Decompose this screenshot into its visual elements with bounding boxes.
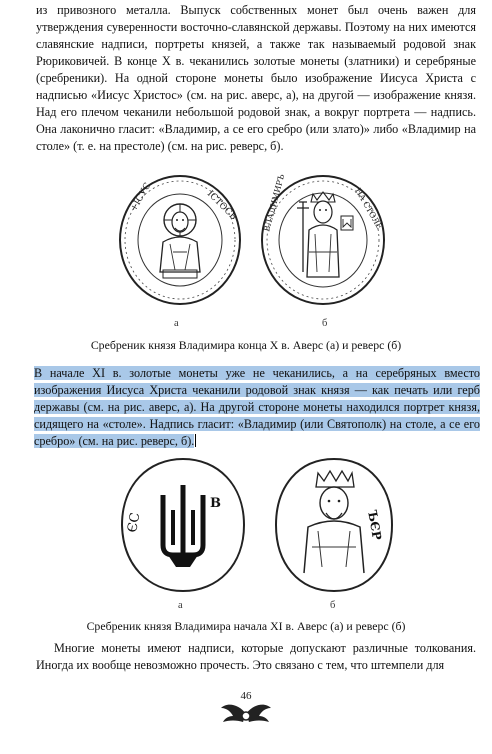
figure1-label-a: а xyxy=(174,318,179,329)
selection-highlight[interactable]: В начале XI в. золотые монеты уже не чеканились, а на серебряных вместо изображения Иисуса Христа чеканили родовой знак князя — как печать или герб державы (см. на рис. аверс, а). На другой стороне монеты находился портрет князя, сидящего на «столе». Надпись гласит: «Владимир (или Святополк) на столе, а се его сребро» (см. на рис. реверс, б). xyxy=(34,366,480,448)
figure2-caption: Сребреник князя Владимира начала XI в. Аверс (а) и реверс (б) xyxy=(86,619,406,633)
figure2-label-a: а xyxy=(178,600,183,611)
page-number: 46 xyxy=(240,690,252,702)
svg-text:В: В xyxy=(210,496,221,511)
coin-obverse-family-sign xyxy=(118,455,248,595)
svg-text:ЄС: ЄС xyxy=(125,511,144,534)
body-paragraph-3: Многие монеты имеют надписи, которые допускают различные толкования. Иногда их вообще невозможно прочесть. Это связано с тем, что штемпели для xyxy=(36,641,476,672)
svg-text:ВЛАДИМИРЪ: ВЛАДИМИРЪ xyxy=(262,173,287,233)
svg-text:НА СТОЛЕ: НА СТОЛЕ xyxy=(353,186,385,231)
figure2-label-b: б xyxy=(330,600,336,611)
text-cursor xyxy=(195,434,196,447)
body-paragraph-1: из привозного металла. Выпуск собственных монет был очень важен для утверждения суверенности восточно-славянской державы. Поэтому на них имеются славянские надписи, портреты князей, а также так называемый родовой знак Рюриковичей. В конце X в. чеканились золотые монеты (златники) и серебряные (сребреники). На одной стороне монеты было изображение Иисуса Христа с надписью «Иисус Христос» (см. на рис. аверс, а), на другой — изображение князя. Над его плечом чеканили небольшой родовой знак, а вокруг портрета — надпись. Она лаконично гласит: «Владимир, а се его сребро (или злато)» либо «Владимир на столе» (т. е. на престоле) (см. на рис. реверс, б). xyxy=(36,3,476,153)
coin-reverse-seated-prince xyxy=(272,455,397,595)
figure1-caption: Сребреник князя Владимира конца X в. Аверс (а) и реверс (б) xyxy=(90,338,402,352)
winged-ornament-icon xyxy=(219,700,273,726)
svg-text:+ІСУС: +ІСУС xyxy=(128,181,154,214)
figure1-label-b: б xyxy=(322,318,328,329)
svg-text:ЪЄР: ЪЄР xyxy=(365,509,385,542)
coin-reverse-prince xyxy=(257,172,389,308)
body-paragraph-2-selected[interactable] xyxy=(34,365,480,450)
coin-obverse-christ xyxy=(115,172,245,308)
svg-text:ІСТОСЬ: ІСТОСЬ xyxy=(204,189,238,223)
